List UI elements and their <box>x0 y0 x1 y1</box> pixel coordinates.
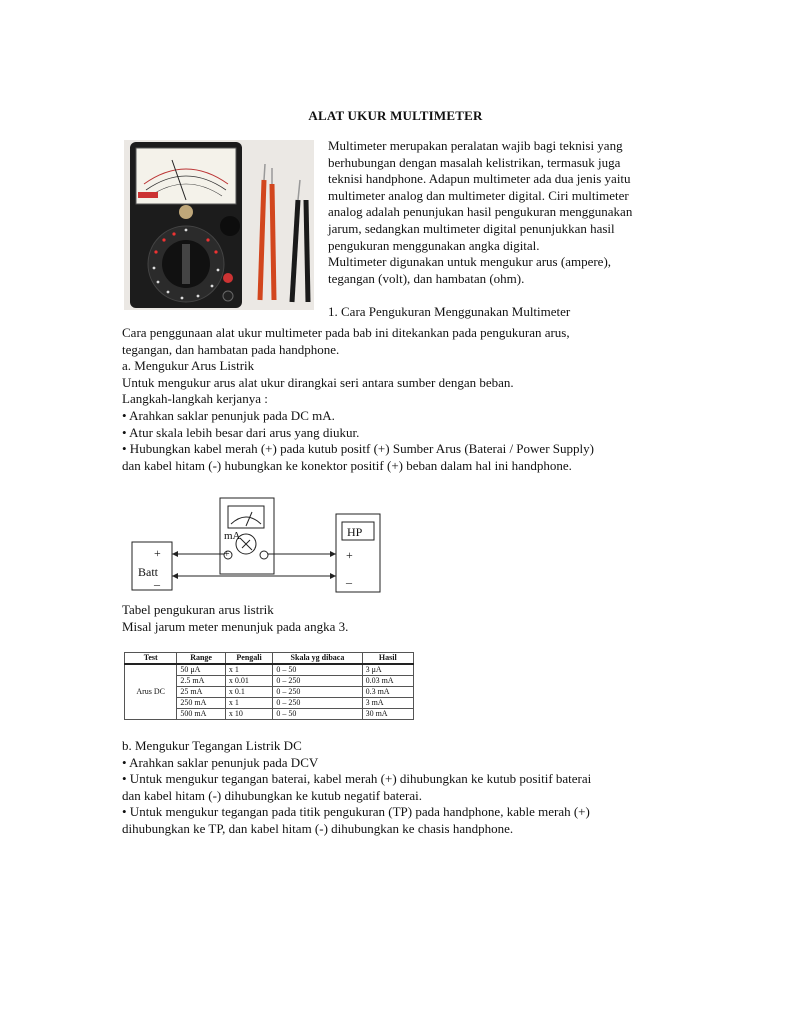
meter-unit-label: mA <box>224 530 241 542</box>
bullet-item: • Untuk mengukur tegangan pada titik pengukuran (TP) pada handphone, kable merah (+) <box>122 804 590 820</box>
table-cell: 0 – 250 <box>273 687 362 698</box>
table-cell: 2.5 mA <box>177 676 225 687</box>
table-cell: 25 mA <box>177 687 225 698</box>
intro-line: Multimeter digunakan untuk mengukur arus (ampere), <box>328 254 612 270</box>
body-line: Langkah-langkah kerjanya : <box>122 391 268 407</box>
hp-minus-label: _ <box>346 571 352 585</box>
multimeter-illustration <box>124 140 314 310</box>
table-cell: x 1 <box>225 698 272 709</box>
bullet-item: • Arahkan saklar penunjuk pada DC mA. <box>122 407 335 423</box>
test-cell: Arus DC <box>125 664 177 720</box>
caption-line: Misal jarum meter menunjuk pada angka 3. <box>122 618 349 634</box>
table-cell: 0 – 50 <box>273 709 362 720</box>
table-header: Pengali <box>225 653 272 665</box>
table-cell: 500 mA <box>177 709 225 720</box>
body-line: Cara penggunaan alat ukur multimeter pada bab ini ditekankan pada pengukuran arus, <box>122 325 570 340</box>
table-header: Test <box>125 653 177 665</box>
section-heading: 1. Cara Pengukuran Menggunakan Multimeter <box>328 303 571 319</box>
battery-label: Batt <box>138 565 158 579</box>
table-cell: 250 mA <box>177 698 225 709</box>
intro-line: multimeter analog dan multimeter digital. Ciri multimeter <box>328 187 629 203</box>
subsection-heading: b. Mengukur Tegangan Listrik DC <box>122 738 302 753</box>
table-header: Hasil <box>362 653 413 665</box>
body-line: dan kabel hitam (-) dihubungkan ke kutub negatif baterai. <box>122 787 422 803</box>
table-header: Range <box>177 653 225 665</box>
table-cell: x 0.01 <box>225 676 272 687</box>
bullet-item: • Untuk mengukur tegangan baterai, kabel merah (+) dihubungkan ke kutub positif baterai <box>122 771 592 787</box>
bullet-item: • Hubungkan kabel merah (+) pada kutub positf (+) Sumber Arus (Baterai / Power Supply) <box>122 441 594 457</box>
intro-line: analog adalah penunjukan hasil pengukuran menggunakan <box>328 204 633 220</box>
body-line: dihubungkan ke TP, dan kabel hitam (-) dihubungkan ke chasis handphone. <box>122 820 514 836</box>
table-cell: 3 mA <box>362 698 413 709</box>
bullet-item: • Atur skala lebih besar dari arus yang diukur. <box>122 424 360 440</box>
bullet-item: • Arahkan saklar penunjuk pada DCV <box>122 754 319 770</box>
circuit-diagram <box>124 494 384 598</box>
table-cell: 30 mA <box>362 709 413 720</box>
intro-line: teknisi handphone. Adapun multimeter ada dua jenis yaitu <box>328 171 631 187</box>
spacer <box>328 287 678 304</box>
table-caption <box>122 602 682 635</box>
multimeter-photo <box>124 140 314 310</box>
table-cell: x 1 <box>225 664 272 676</box>
battery-plus-label: + <box>154 546 161 560</box>
intro-line: jarum, sedangkan multimeter digital penunjukkan hasil <box>328 220 615 236</box>
section-b <box>122 738 682 838</box>
body-line: dan kabel hitam (-) hubungkan ke konektor positif (+) beban dalam hal ini handphone. <box>122 457 572 473</box>
intro-line: tegangan (volt), dan hambatan (ohm). <box>328 270 525 286</box>
table-cell: 0.03 mA <box>362 676 413 687</box>
table-cell: 3 μA <box>362 664 413 676</box>
table-header: Skala yg dibaca <box>273 653 362 665</box>
body-line: Untuk mengukur arus alat ukur dirangkai seri antara sumber dengan beban. <box>122 374 514 390</box>
table-cell: 0 – 250 <box>273 698 362 709</box>
hp-label: HP <box>347 525 363 539</box>
meter-plus-label: + <box>224 549 230 560</box>
page-title: ALAT UKUR MULTIMETER <box>308 108 483 123</box>
measurement-table <box>124 652 414 720</box>
body-text <box>122 325 682 474</box>
table-row <box>125 664 414 676</box>
table-cell: x 0.1 <box>225 687 272 698</box>
intro-line: berhubungan dengan masalah kelistrikan, termasuk juga <box>328 154 621 170</box>
intro-paragraph <box>328 138 678 321</box>
hp-plus-label: + <box>346 548 353 562</box>
subsection-heading: a. Mengukur Arus Listrik <box>122 358 255 374</box>
table-cell: x 10 <box>225 709 272 720</box>
body-line: tegangan, dan hambatan pada handphone. <box>122 341 340 357</box>
table-header-row <box>125 653 414 665</box>
battery-minus-label: _ <box>154 573 160 587</box>
table-cell: 0.3 mA <box>362 687 413 698</box>
intro-line: pengukuran menggunakan angka digital. <box>328 237 540 253</box>
table-cell: 50 μA <box>177 664 225 676</box>
caption-line: Tabel pengukuran arus listrik <box>122 602 274 617</box>
table-cell: 0 – 50 <box>273 664 362 676</box>
intro-line: Multimeter merupakan peralatan wajib bagi teknisi yang <box>328 138 623 153</box>
table-cell: 0 – 250 <box>273 676 362 687</box>
